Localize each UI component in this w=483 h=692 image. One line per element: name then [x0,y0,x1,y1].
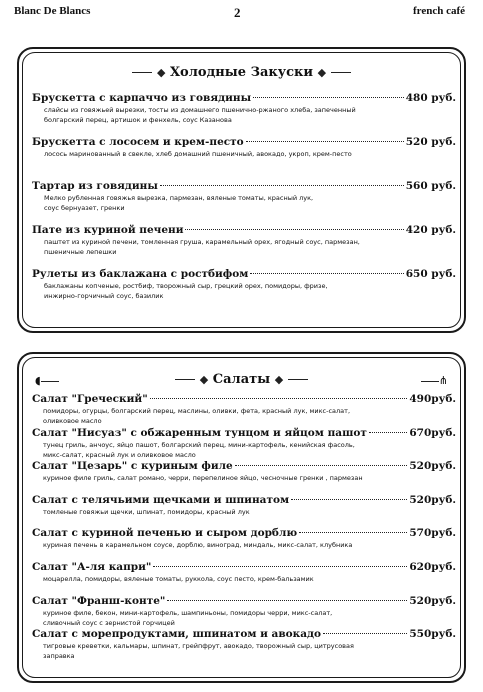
dish-name: Брускетта с карпаччо из говядины [32,92,252,104]
dot-leader [299,532,407,533]
dot-leader [185,229,403,230]
menu-item-row [32,92,456,105]
fork-icon: ⋔ [421,374,448,387]
menu-item-row [32,628,456,641]
menu-item [32,180,456,224]
dish-price: 520руб. [409,493,456,506]
dish-name: Салат "Греческий" [32,393,148,405]
dish-name: Брускетта с лососем и крем-песто [32,136,244,148]
menu-item-row [32,180,456,193]
section-title-wrap [19,65,464,80]
dish-price: 480 руб. [405,92,456,104]
menu-item [32,427,456,461]
menu-item [32,224,456,268]
menu-item-row [32,393,456,406]
dot-leader [160,185,404,186]
section-title: Холодные Закуски [169,65,314,80]
menu-item [32,595,456,629]
section-title: Салаты [212,372,271,387]
menu-item-row [32,561,456,574]
brand-name: Blanc De Blancs [14,5,91,17]
dish-description: куриное филе, бекон, мини-картофель, шампиньоны, помидоры черри, микс-салат, [43,608,333,617]
dish-price: 570руб. [409,527,456,540]
menu-item-row [32,268,456,281]
dish-description: сливочный соус с зернистой горчицей [43,618,175,627]
title-rule-right [288,379,308,380]
dish-description: слайсы из говяжьей вырезки, тосты из домашнего пшенично-ржаного хлеба, запеченный [44,106,356,114]
dish-description: тигровые креветки, кальмары, шпинат, грейпфрут, авокадо, творожный сыр, цитрусовая [43,642,354,651]
dish-name: Тартар из говядины [32,180,158,192]
menu-item [32,628,456,662]
menu-item-row [32,494,456,507]
salads-section [17,352,466,683]
dot-leader [253,97,404,98]
dot-leader [246,141,404,142]
dish-price: 520руб. [409,460,456,473]
salads-list [32,393,456,662]
menu-item-row [32,595,456,608]
dish-description: инжирно-горчичный соус, базилик [44,292,164,300]
diamond-ornament-icon: ◆ [274,373,284,386]
dish-name: Пате из куриной печени [32,224,184,236]
dish-name: Салат с телячьими щечками и шпинатом [32,493,290,506]
dish-description: заправка [43,652,75,661]
dish-price: 620руб. [409,560,456,573]
menu-item [32,527,456,561]
page-number: 2 [234,5,241,20]
dish-description: паштет из куриной печени, томленная груша, карамельный орех, ягодный соус, пармезан, [44,238,360,246]
dot-leader [291,499,407,500]
dot-leader [323,633,407,634]
menu-item-row [32,460,456,473]
dish-price: 550руб. [409,628,456,641]
dish-description: Мелко рубленная говяжья вырезка, пармезан, вяленые томаты, красный лук, [44,194,314,202]
section-title-wrap [19,372,464,387]
dish-name: Салат с морепродуктами, шпинатом и авокадо [32,628,322,641]
dish-description: моцарелла, помидоры, вяленые томаты, руккола, соус песто, крем-бальзамик [43,574,314,583]
dish-name: Салат "Нисуаз" с обжаренным тунцом и яйцом пашот [32,426,367,439]
spoon-icon: ◖ [35,374,59,387]
dot-leader [235,465,408,466]
diamond-ornament-icon: ◆ [199,373,209,386]
diamond-ornament-icon: ◆ [156,66,166,79]
dish-name: Салат с куриной печенью и сыром дорблю [32,527,298,540]
dish-name: Салат "Цезарь" с куриным филе [32,460,233,473]
menu-item [32,494,456,528]
dish-price: 420 руб. [405,224,456,236]
dot-leader [150,398,408,399]
title-rule-right [331,72,351,73]
diamond-ornament-icon: ◆ [317,66,327,79]
dish-price: 560 руб. [405,180,456,192]
dish-description: куриная печень в карамельном соусе, дорблю, виноград, миндаль, микс-салат, клубника [43,541,353,550]
dish-description: микс-салат, красный лук и оливковое масло [43,450,196,459]
dish-description: оливковое масло [43,417,102,425]
dot-leader [250,273,403,274]
dish-description: лосось маринованный в свекле, хлеб домашний пшеничный, авокадо, укроп, крем-песто [44,150,352,158]
menu-item [32,268,456,312]
dish-name: Салат "Франш-конте" [32,594,166,607]
dish-description: болгарский перец, артишок и фенхель, соус Казанова [44,116,232,124]
dot-leader [153,566,407,567]
dish-description: куриное филе гриль, салат романо, черри, перепелиное яйцо, чесночные гренки , пармезан [43,474,363,483]
dish-description: помидоры, огурцы, болгарский перец, маслины, оливки, фета, красный лук, микс-салат, [43,407,351,415]
dish-price: 650 руб. [405,268,456,280]
cafe-tagline: french café [412,5,465,17]
dish-description: пшеничные лепешки [44,248,117,256]
menu-item-row [32,136,456,149]
menu-item [32,92,456,136]
menu-item-row [32,224,456,237]
dish-price: 520руб. [409,594,456,607]
title-rule-left [132,72,152,73]
menu-item [32,393,456,427]
title-rule-left [175,379,195,380]
dish-price: 520 руб. [405,136,456,148]
dish-description: томленые говяжьи щечки, шпинат, помидоры, красный лук [43,507,250,516]
dish-name: Рулеты из баклажана с ростбифом [32,268,249,280]
menu-item [32,136,456,180]
dish-price: 670руб. [409,426,456,439]
dish-price: 490руб. [409,393,456,405]
dish-description: соус бернуазет, гренки [44,204,125,212]
menu-item [32,460,456,494]
menu-item-row [32,527,456,540]
cold-appetizers-list [32,92,456,312]
dish-description: тунец гриль, анчоус, яйцо пашот, болгарский перец, мини-картофель, кенийская фасоль, [43,440,355,449]
dish-description: баклажаны копченые, ростбиф, творожный сыр, грецкий орех, помидоры, фризе, [44,282,328,290]
menu-item [32,561,456,595]
dot-leader [369,432,407,433]
cold-appetizers-section [17,47,466,333]
menu-item-row [32,427,456,440]
dot-leader [167,600,407,601]
dish-name: Салат "А-ля капри" [32,560,152,573]
